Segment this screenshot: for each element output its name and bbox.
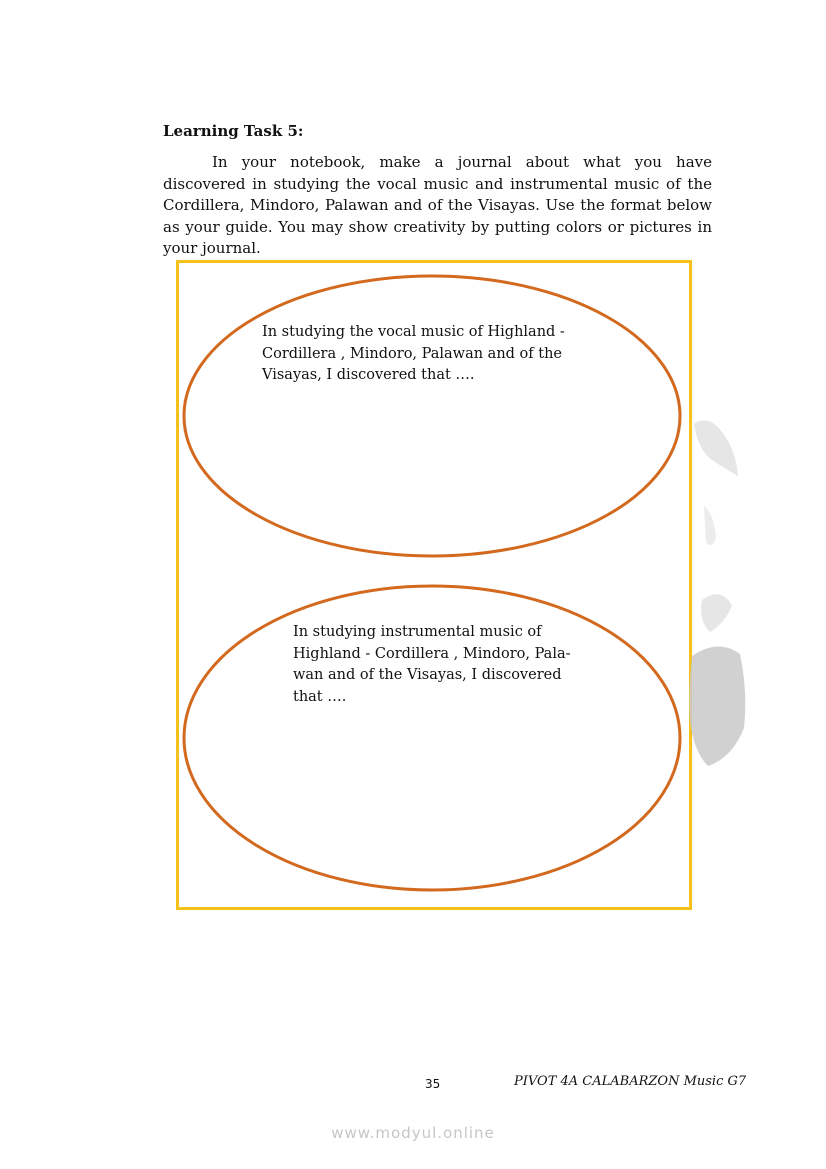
page-number: 35: [425, 1077, 441, 1091]
background-image-fragment: [688, 410, 750, 770]
task-instructions: In your notebook, make a journal about what you have discovered in studying the vocal music and instrumental music of the Cordillera, Mindoro, Palawan and of the Visayas. Use the format below as your guide. You may show creativity by putting colors or pictures in your journal.: [163, 153, 712, 257]
watermark: www.modyul.online: [331, 1124, 495, 1142]
vocal-music-prompt: In studying the vocal music of Highland - Cordillera , Mindoro, Palawan and of the Visayas, I discovered that ….: [262, 324, 565, 383]
footer-title: PIVOT 4A CALABARZON Music G7: [514, 1074, 747, 1089]
instrumental-music-prompt: In studying instrumental music of Highland - Cordillera , Mindoro, Pala-wan and of the Visayas, I discovered that ….: [293, 624, 571, 705]
task-title: Learning Task 5:: [163, 122, 304, 140]
